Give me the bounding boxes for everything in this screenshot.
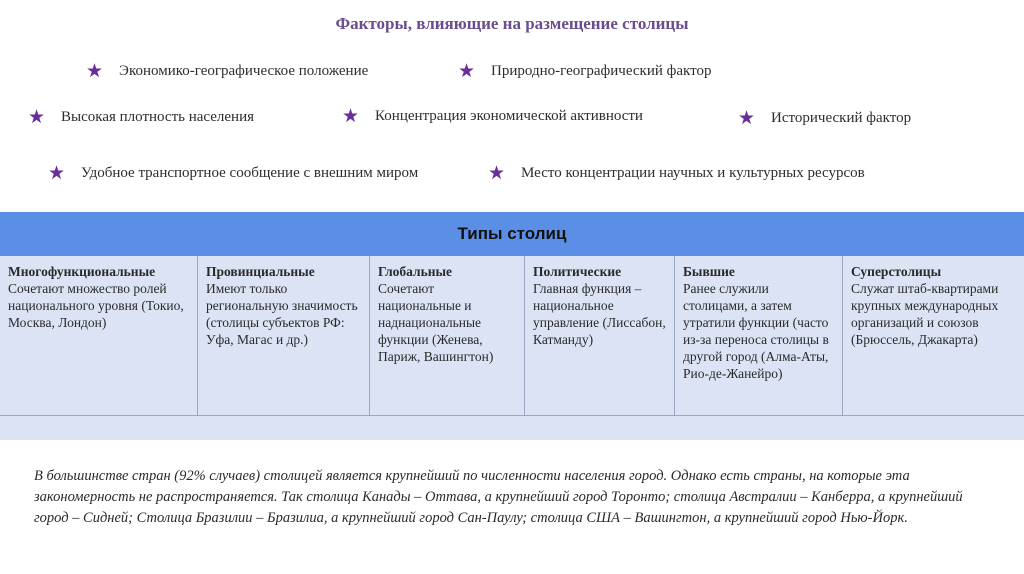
type-cell-former (675, 256, 843, 416)
type-cell-provincial (198, 256, 370, 416)
factor-label: Высокая плотность населения (61, 109, 255, 125)
types-table (0, 256, 1024, 416)
type-name: Бывшие (683, 264, 735, 279)
star-icon: ★ (458, 60, 476, 82)
star-icon: ★ (738, 107, 756, 129)
factor-label: Удобное транспортное сообщение с внешним миром (81, 165, 419, 181)
type-name: Суперстолицы (851, 264, 942, 279)
type-cell-multifunctional (0, 256, 198, 416)
type-cell-global (370, 256, 525, 416)
type-description: Сочетают национальные и наднациональные функции (Женева, Париж, Вашингтон) (378, 281, 494, 364)
factor-label: Исторический фактор (771, 110, 912, 126)
type-description: Имеют только региональную значимость (столицы субъектов РФ: Уфа, Магас и др.) (206, 281, 358, 347)
factor-label: Место концентрации научных и культурных ресурсов (521, 165, 865, 181)
factor-label: Концентрация экономической активности (375, 108, 643, 124)
factor-item (488, 164, 865, 183)
star-icon: ★ (48, 162, 66, 184)
factor-label: Экономико-географическое положение (119, 63, 369, 79)
type-name: Провинциальные (206, 264, 315, 279)
star-icon: ★ (342, 105, 360, 127)
factor-item (28, 108, 254, 127)
factor-item (738, 109, 911, 128)
type-cell-super (843, 256, 1024, 416)
type-description: Служат штаб-квартирами крупных международных организаций и союзов (Брюссель, Джакарта) (851, 281, 999, 347)
type-name: Глобальные (378, 264, 453, 279)
page-title: Факторы, влияющие на размещение столицы (335, 14, 689, 33)
type-name: Политические (533, 264, 622, 279)
star-icon: ★ (86, 60, 104, 82)
type-cell-political (525, 256, 675, 416)
type-description: Главная функция – национальное управление (Лиссабон, Катманду) (533, 281, 666, 347)
types-table-header: Типы столиц (0, 212, 1024, 256)
factor-item (48, 164, 418, 183)
factor-label: Природно-географический фактор (491, 63, 712, 79)
star-icon: ★ (28, 106, 46, 128)
factor-item (342, 107, 643, 126)
footnote-paragraph: В большинстве стран (92% случаев) столицей является крупнейший по численности населения город. Однако есть страны, на которые эта закономерность не распространяется. Так столица Канады – Оттава, а крупнейший город Торонто; столица Австралии – Канберра, а крупнейший город – Сидней; Столица Бразилии – Бразилиа, а крупнейший город Сан-Паулу; столица США – Вашингтон, а крупнейший город Нью-Йорк. (34, 468, 963, 526)
type-name: Многофункциональные (8, 264, 156, 279)
factor-item (86, 62, 368, 81)
factor-item (458, 62, 711, 81)
type-description: Ранее служили столицами, а затем утратили функции (часто из-за переноса столицы в другой город (Алма-Аты, Рио-де-Жанейро) (683, 281, 829, 381)
type-description: Сочетают множество ролей национального уровня (Токио, Москва, Лондон) (8, 281, 184, 330)
star-icon: ★ (488, 162, 506, 184)
